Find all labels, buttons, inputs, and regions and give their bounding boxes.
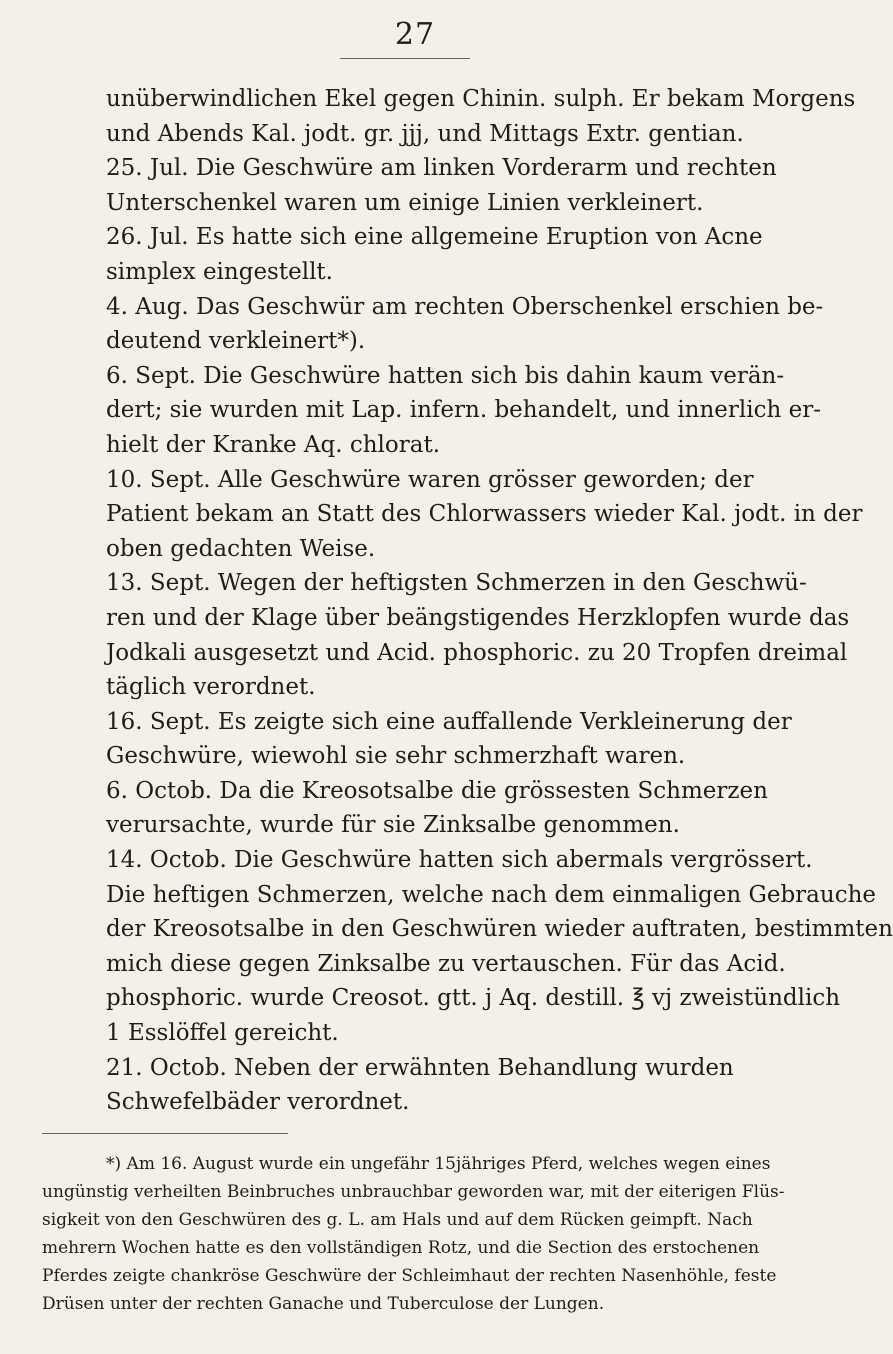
paragraph-4	[42, 290, 824, 359]
paragraph-5	[42, 359, 822, 463]
text-line: Die heftigen Schmerzen, welche nach dem einmaligen Gebrauche	[106, 881, 877, 908]
text-line: dert; sie wurden mit Lap. infern. behandelt, und innerlich er-	[106, 397, 822, 424]
footnote-line: Drüsen unter der rechten Ganache und Tuberculose der Lungen.	[42, 1294, 605, 1314]
text-line: Jodkali ausgesetzt und Acid. phosphoric. zu 20 Tropfen dreimal	[106, 639, 848, 666]
footnote-line: *) Am 16. August wurde ein ungefähr 15jähriges Pferd, welches wegen eines	[106, 1154, 771, 1174]
text-line: 25. Jul. Die Geschwüre am linken Vorderarm und rechten	[106, 155, 777, 182]
text-line: 1 Esslöffel gereicht.	[106, 1020, 339, 1047]
text-line: Schwefelbäder verordnet.	[106, 1089, 410, 1116]
text-line: 13. Sept. Wegen der heftigsten Schmerzen in den Geschwü-	[106, 570, 807, 597]
text-line: unüberwindlichen Ekel gegen Chinin. sulph. Er bekam Morgens	[106, 86, 856, 112]
page-number: 27	[394, 17, 436, 52]
text-line: phosphoric. wurde Creosot. gtt. j Aq. destill. ℥ vj zweistündlich	[106, 985, 841, 1012]
paragraph-10	[42, 843, 893, 1051]
text-line: deutend verkleinert*).	[106, 328, 366, 355]
footnote-line: mehrern Wochen hatte es den vollständigen Rotz, und die Section des erstochenen	[42, 1238, 760, 1258]
text-line: 6. Octob. Da die Kreosotsalbe die grössesten Schmerzen	[106, 777, 768, 804]
main-text	[42, 82, 893, 1120]
text-line: 4. Aug. Das Geschwür am rechten Oberschenkel erschien be-	[106, 293, 824, 320]
paragraph-6	[42, 463, 863, 567]
paragraph-1	[42, 82, 856, 151]
text-line: 16. Sept. Es zeigte sich eine auffallende Verkleinerung der	[106, 708, 792, 735]
footnote	[42, 1150, 785, 1318]
text-line: 21. Octob. Neben der erwähnten Behandlung wurden	[106, 1054, 734, 1081]
text-line: 10. Sept. Alle Geschwüre waren grösser geworden; der	[106, 466, 754, 493]
text-line: hielt der Kranke Aq. chlorat.	[106, 431, 441, 458]
paragraph-8	[42, 705, 792, 774]
paragraph-2	[42, 151, 777, 220]
paragraph-7	[42, 566, 850, 704]
text-line: verursachte, wurde für sie Zinksalbe genommen.	[106, 812, 680, 839]
paragraph-11	[42, 1051, 760, 1120]
text-line: Patient bekam an Statt des Chlorwassers wieder Kal. jodt. in der	[106, 501, 863, 528]
text-line: 6. Sept. Die Geschwüre hatten sich bis dahin kaum verän-	[106, 362, 785, 389]
text-line: simplex eingestellt.	[106, 258, 333, 285]
footnote-line: Pferdes zeigte chankröse Geschwüre der Schleimhaut der rechten Nasenhöhle, feste	[42, 1266, 777, 1286]
text-line: der Kreosotsalbe in den Geschwüren wieder auftraten, bestimmten	[106, 916, 893, 943]
footnote-line: sigkeit von den Geschwüren des g. L. am Hals und auf dem Rücken geimpft. Nach	[42, 1210, 753, 1230]
footnote-rule	[42, 1133, 288, 1134]
text-line: täglich verordnet.	[106, 674, 316, 701]
paragraph-9	[42, 774, 768, 843]
text-line: oben gedachten Weise.	[106, 535, 376, 562]
footnote-line: ungünstig verheilten Beinbruches unbrauchbar geworden war, mit der eiterigen Flüs-	[42, 1182, 785, 1202]
header-rule	[340, 58, 470, 59]
text-line: 26. Jul. Es hatte sich eine allgemeine Eruption von Acne	[106, 224, 763, 251]
text-line: und Abends Kal. jodt. gr. jjj, und Mittags Extr. gentian.	[106, 120, 744, 147]
text-line: ren und der Klage über beängstigendes Herzklopfen wurde das	[106, 604, 850, 631]
text-line: Unterschenkel waren um einige Linien verkleinert.	[106, 189, 704, 216]
text-line: Geschwüre, wiewohl sie sehr schmerzhaft waren.	[106, 743, 686, 770]
text-line: 14. Octob. Die Geschwüre hatten sich abermals vergrössert.	[106, 847, 813, 874]
text-line: mich diese gegen Zinksalbe zu vertauschen. Für das Acid.	[106, 950, 786, 977]
paragraph-3	[42, 220, 763, 289]
